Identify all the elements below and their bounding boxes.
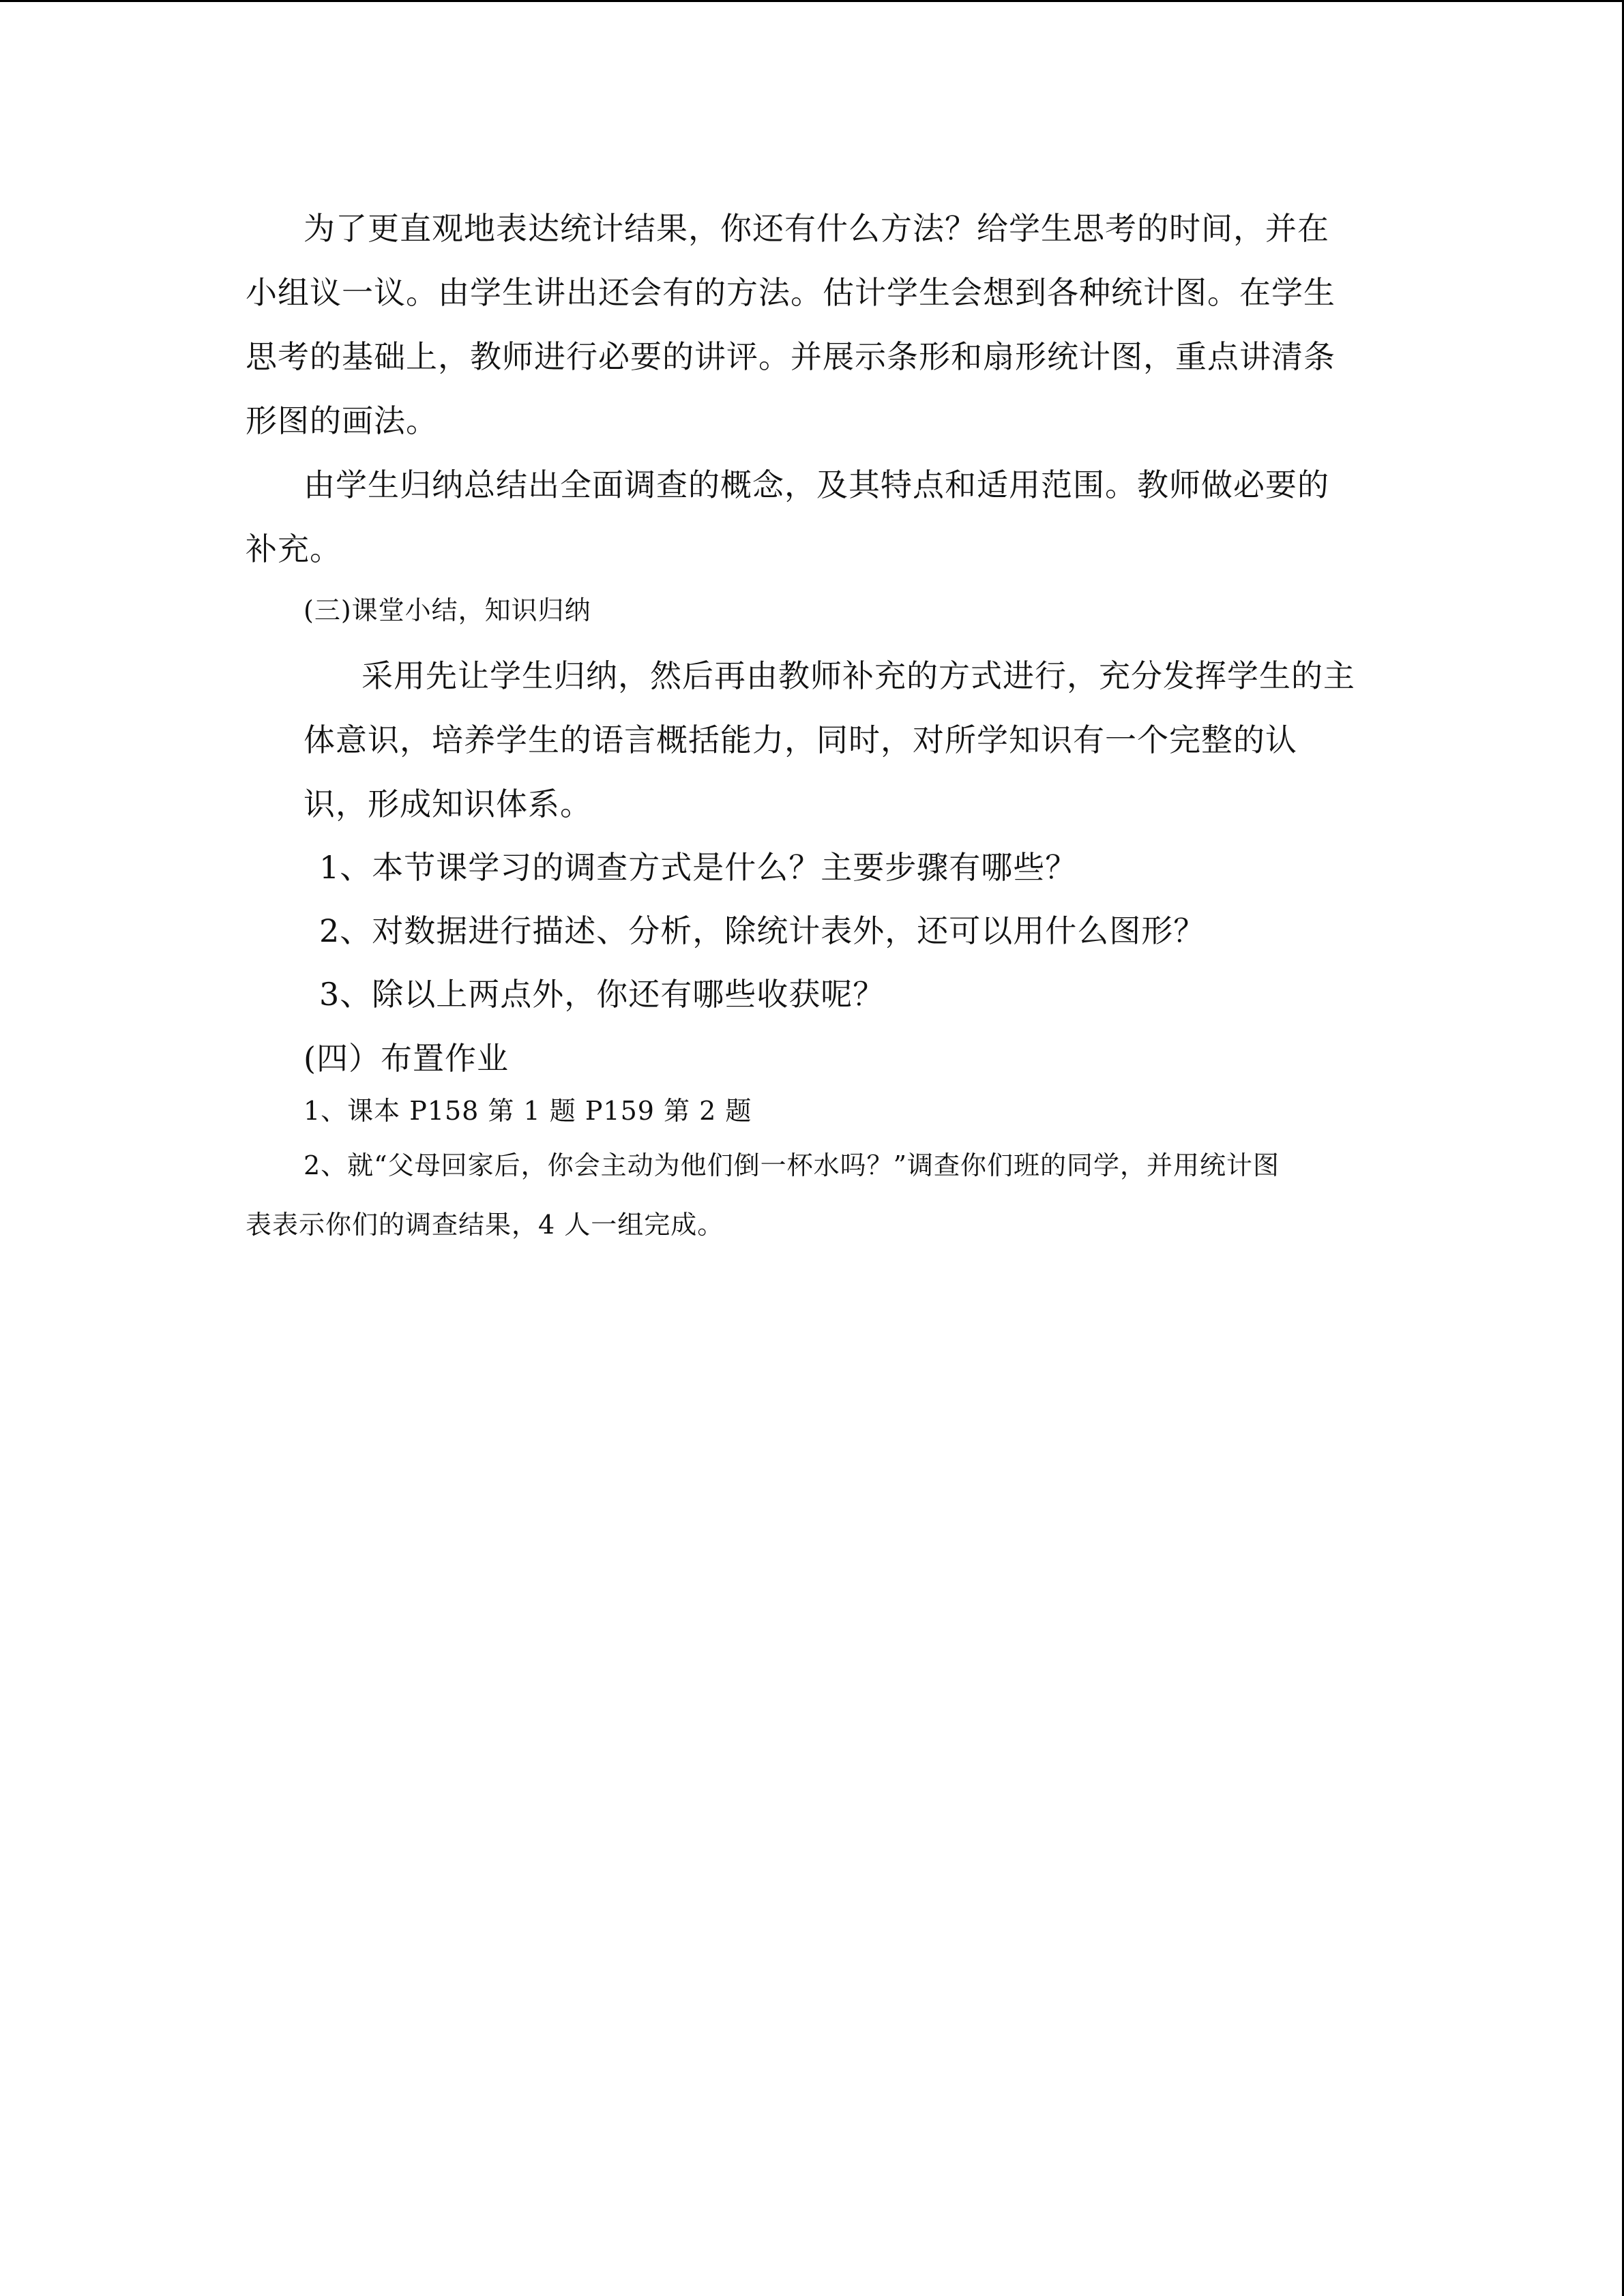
section3-heading: (三)课堂小结，知识归纳 — [304, 595, 591, 625]
paragraph3-line3: 识，形成知识体系。 — [304, 786, 592, 822]
question-1: 1、本节课学习的调查方式是什么？主要步骤有哪些？ — [319, 849, 1078, 886]
paragraph1-line3: 思考的基础上，教师进行必要的讲评。并展示条形和扇形统计图，重点讲清条 — [246, 338, 1335, 375]
paragraph1-line1: 为了更直观地表达统计结果，你还有什么方法？给学生思考的时间，并在 — [304, 210, 1329, 247]
paragraph2-line2: 补充。 — [246, 531, 342, 567]
page-border-top — [0, 0, 1624, 2]
paragraph1-line4: 形图的画法。 — [246, 402, 438, 439]
question-2: 2、对数据进行描述、分析，除统计表外，还可以用什么图形？ — [319, 912, 1206, 949]
homework-item-1: 1、课本 P158 第 1 题 P159 第 2 题 — [304, 1096, 752, 1126]
question-3: 3、除以上两点外，你还有哪些收获呢？ — [319, 976, 885, 1013]
homework-item-2-line2: 表表示你们的调查结果，4 人一组完成。 — [246, 1210, 724, 1240]
paragraph3-line1: 采用先让学生归纳，然后再由教师补充的方式进行，充分发挥学生的主 — [361, 657, 1355, 694]
paragraph1-line2: 小组议一议。由学生讲出还会有的方法。估计学生会想到各种统计图。在学生 — [246, 274, 1335, 311]
homework-item-2-line1: 2、就“父母回家后，你会主动为他们倒一杯水吗？”调查你们班的同学，并用统计图 — [304, 1150, 1280, 1180]
paragraph2-line1: 由学生归纳总结出全面调查的概念，及其特点和适用范围。教师做必要的 — [304, 466, 1329, 503]
section4-heading: (四）布置作业 — [304, 1040, 509, 1077]
paragraph3-line2: 体意识，培养学生的语言概括能力，同时，对所学知识有一个完整的认 — [304, 721, 1297, 758]
